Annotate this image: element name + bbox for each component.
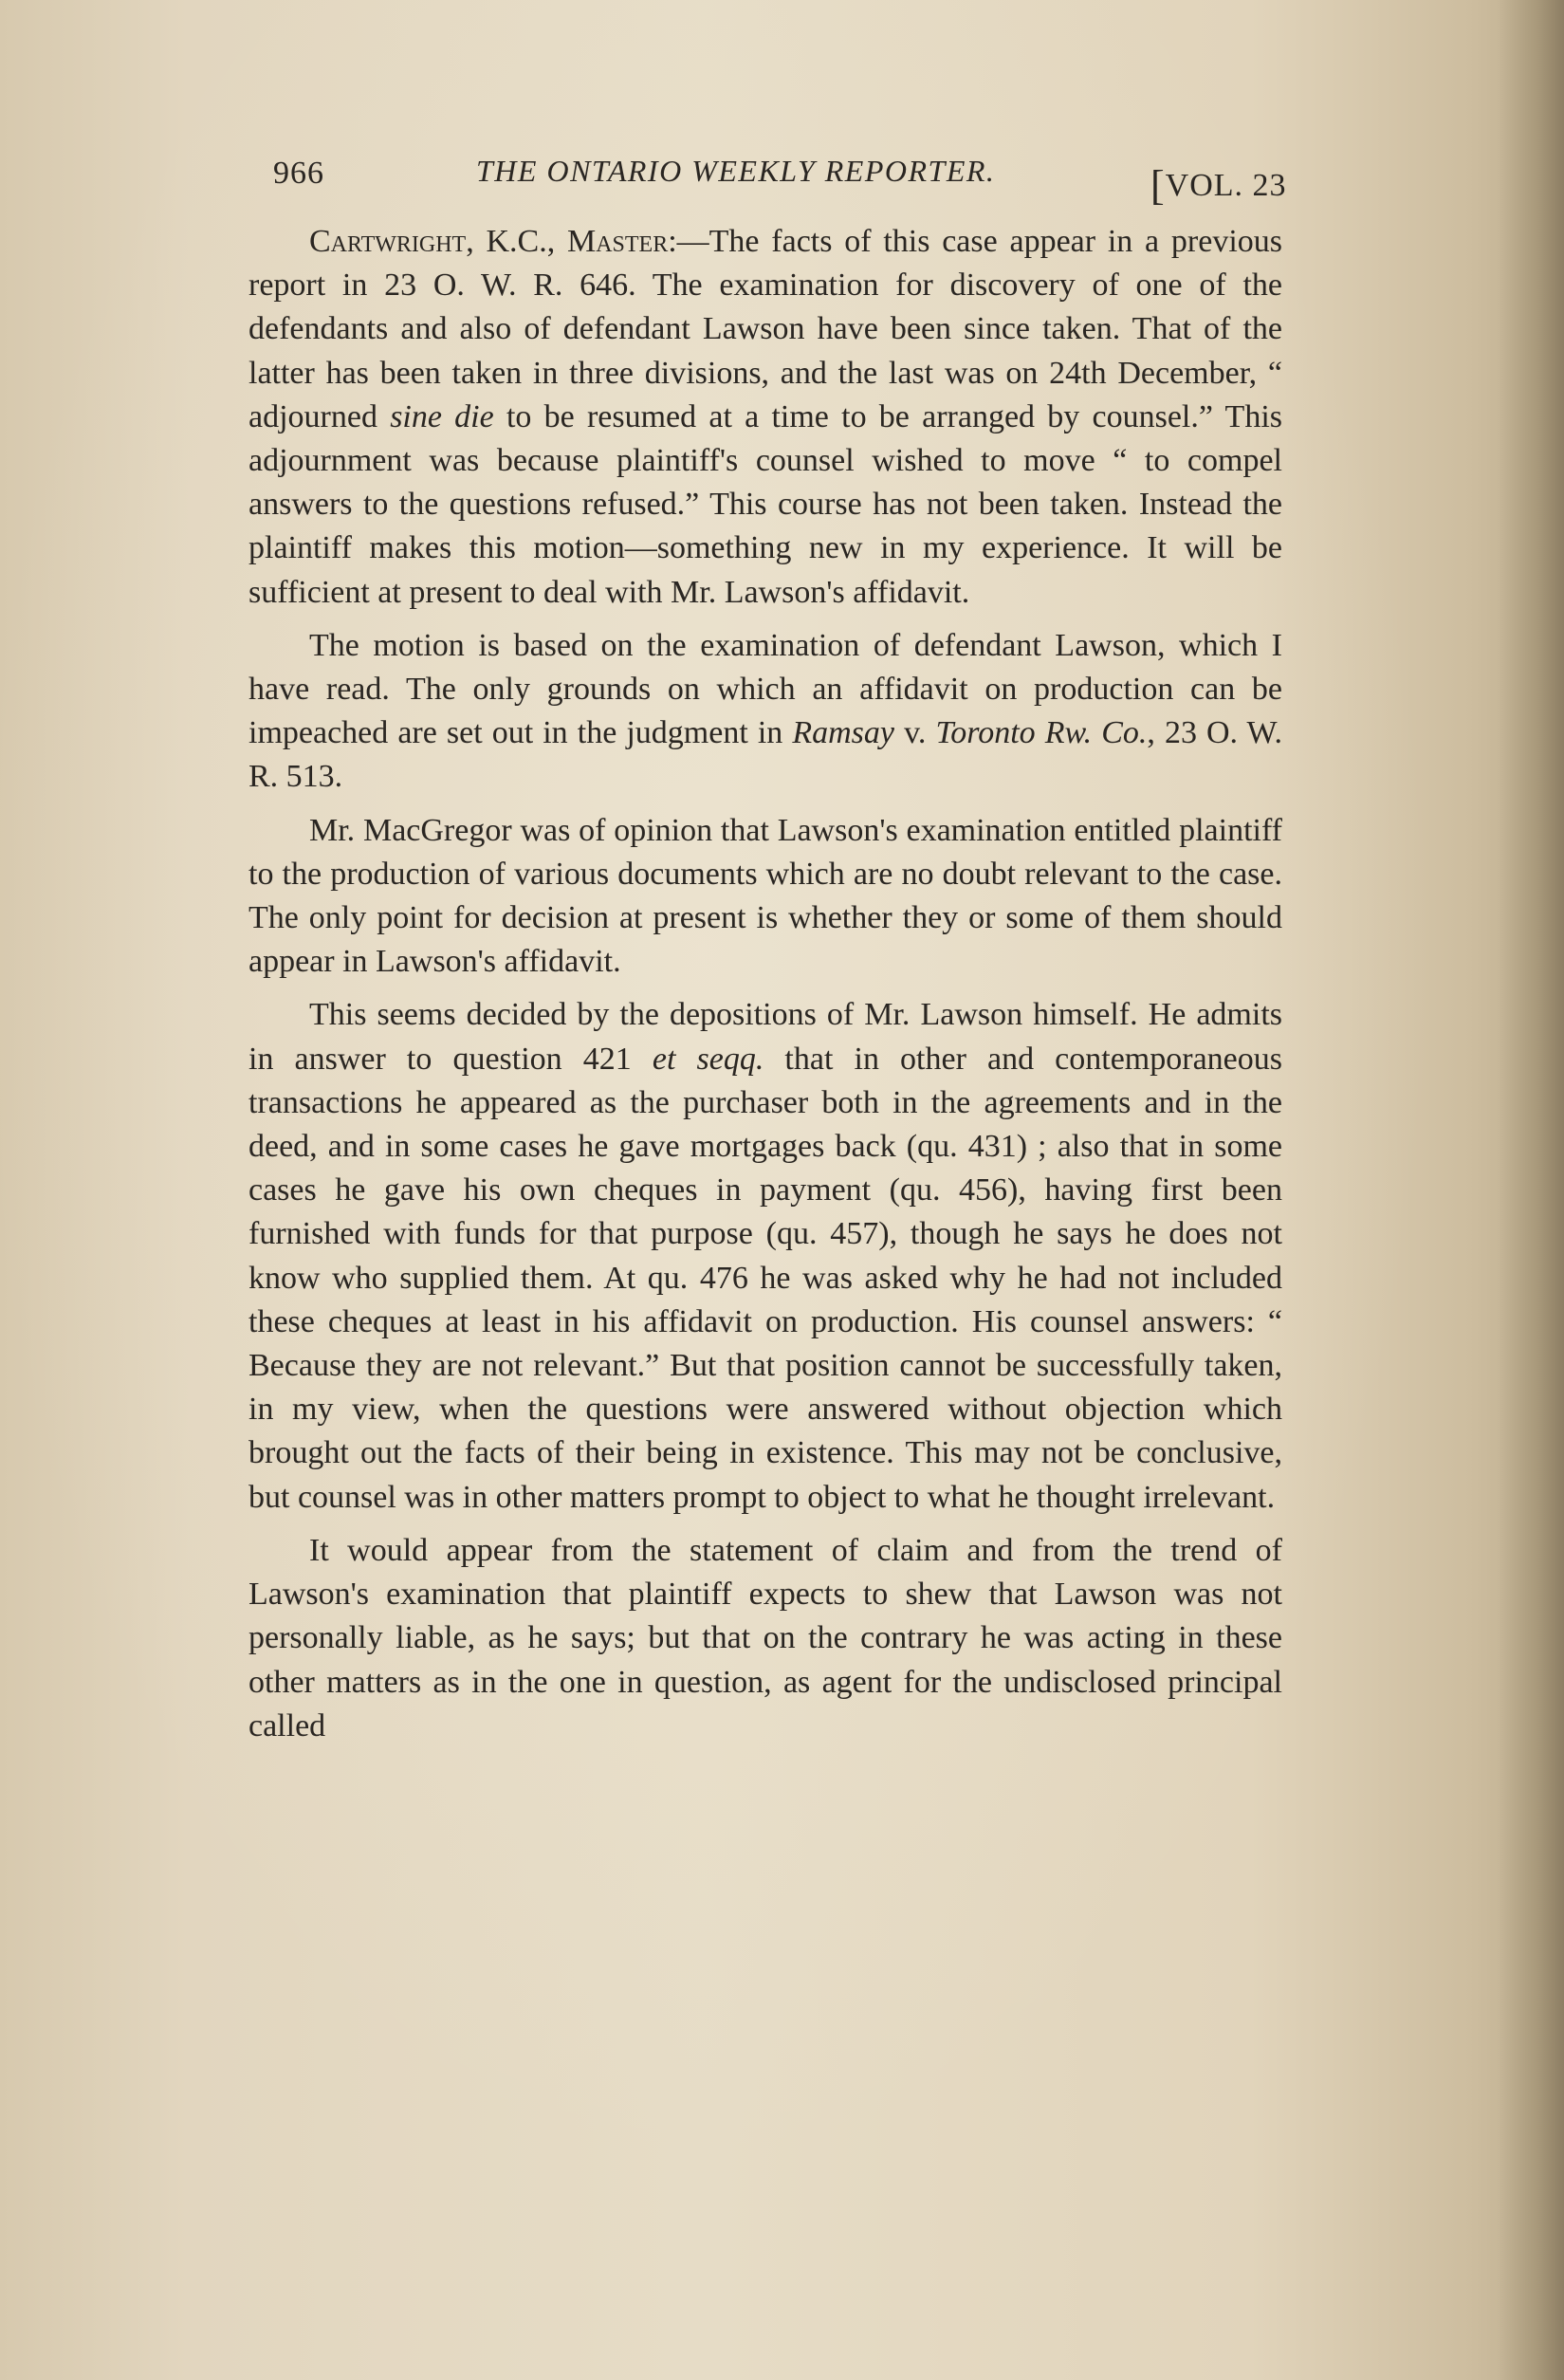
paragraph-4-text-a: This seems decided by the depositions of Mr. Lawson himself. He admits in answer to question 421 <box>248 997 1282 1077</box>
page-header <box>273 150 1294 207</box>
paragraph-1-italic: sine die <box>390 398 494 434</box>
volume-text: VOL. 23 <box>1165 168 1287 203</box>
page-edge-shadow <box>1498 0 1564 2380</box>
paragraph-1-text-b: to be resumed at a time to be arranged by counsel.” This adjournment was because plaintiff's counsel wished to move “ to compel answers to the questions refused.” This course has not been taken. Instead the plaintiff makes this motion—something new in my experience. It will be sufficient at present to deal with Mr. Lawson's affidavit. <box>248 398 1283 610</box>
paragraph-2-text-b: v. <box>894 715 936 751</box>
paragraph-2 <box>248 624 1282 800</box>
judge-name: Cartwright, K.C., Master <box>309 224 669 259</box>
volume-bracket: [ <box>1150 162 1166 209</box>
paragraph-4 <box>248 993 1282 1519</box>
paragraph-2-text-a: The motion is based on the examination of defendant Lawson, which I have read. The only grounds on which an affidavit on production can be impeached are set out in the judgment in <box>248 627 1282 751</box>
paragraph-5: It would appear from the statement of claim and from the trend of Lawson's examination that plaintiff expects to shew that Lawson was not personally liable, as he says; but that on the contrary he was acting in these other matters as in the one in question, as agent for the undisclosed principal called <box>248 1532 1282 1743</box>
paragraph-2-text-c: , 23 O. W. R. 513. <box>248 715 1282 795</box>
volume-label <box>1150 161 1287 210</box>
paragraph-3: Mr. MacGregor was of opinion that Lawson's examination entitled plaintiff to the production of various documents which are no doubt relevant to the case. The only point for decision at present is whether they or some of them should appear in Lawson's affidavit. <box>248 812 1282 980</box>
case-name-toronto-rw: Toronto Rw. Co. <box>935 715 1148 751</box>
running-title: THE ONTARIO WEEKLY REPORTER. <box>476 154 996 188</box>
body-text <box>248 220 1282 1758</box>
paragraph-4-text-b: that in other and contemporaneous transactions he appeared as the purchaser both in the agreements and in the deed, and in some cases he gave mortgages back (qu. 431) ; also that in some cases he gave his own cheques in payment (qu. 456), having first been furnished with funds for that purpose (qu. 457), though he says he does not know who supplied them. At qu. 476 he was asked why he had not included these cheques at least in his affidavit on production. His counsel answers: “ Because they are not relevant.” But that position cannot be successfully taken, in my view, when the questions were answered without objection which brought out the facts of their being in existence. This may not be conclusive, but counsel was in other matters prompt to object to what he thought irrelevant. <box>248 1041 1282 1515</box>
page-number: 966 <box>273 156 324 191</box>
paragraph-4-italic: et seqq. <box>652 1041 764 1077</box>
case-name-ramsay: Ramsay <box>792 715 895 751</box>
paragraph-1-text-a: :—The facts of this case appear in a previous report in 23 O. W. R. 646. The examination for discovery of one of the defendants and also of defendant Lawson have been since taken. That of the latter has been taken in three divisions, and the last was on 24th December, “ adjourned <box>248 224 1282 434</box>
paragraph-1 <box>248 220 1282 615</box>
